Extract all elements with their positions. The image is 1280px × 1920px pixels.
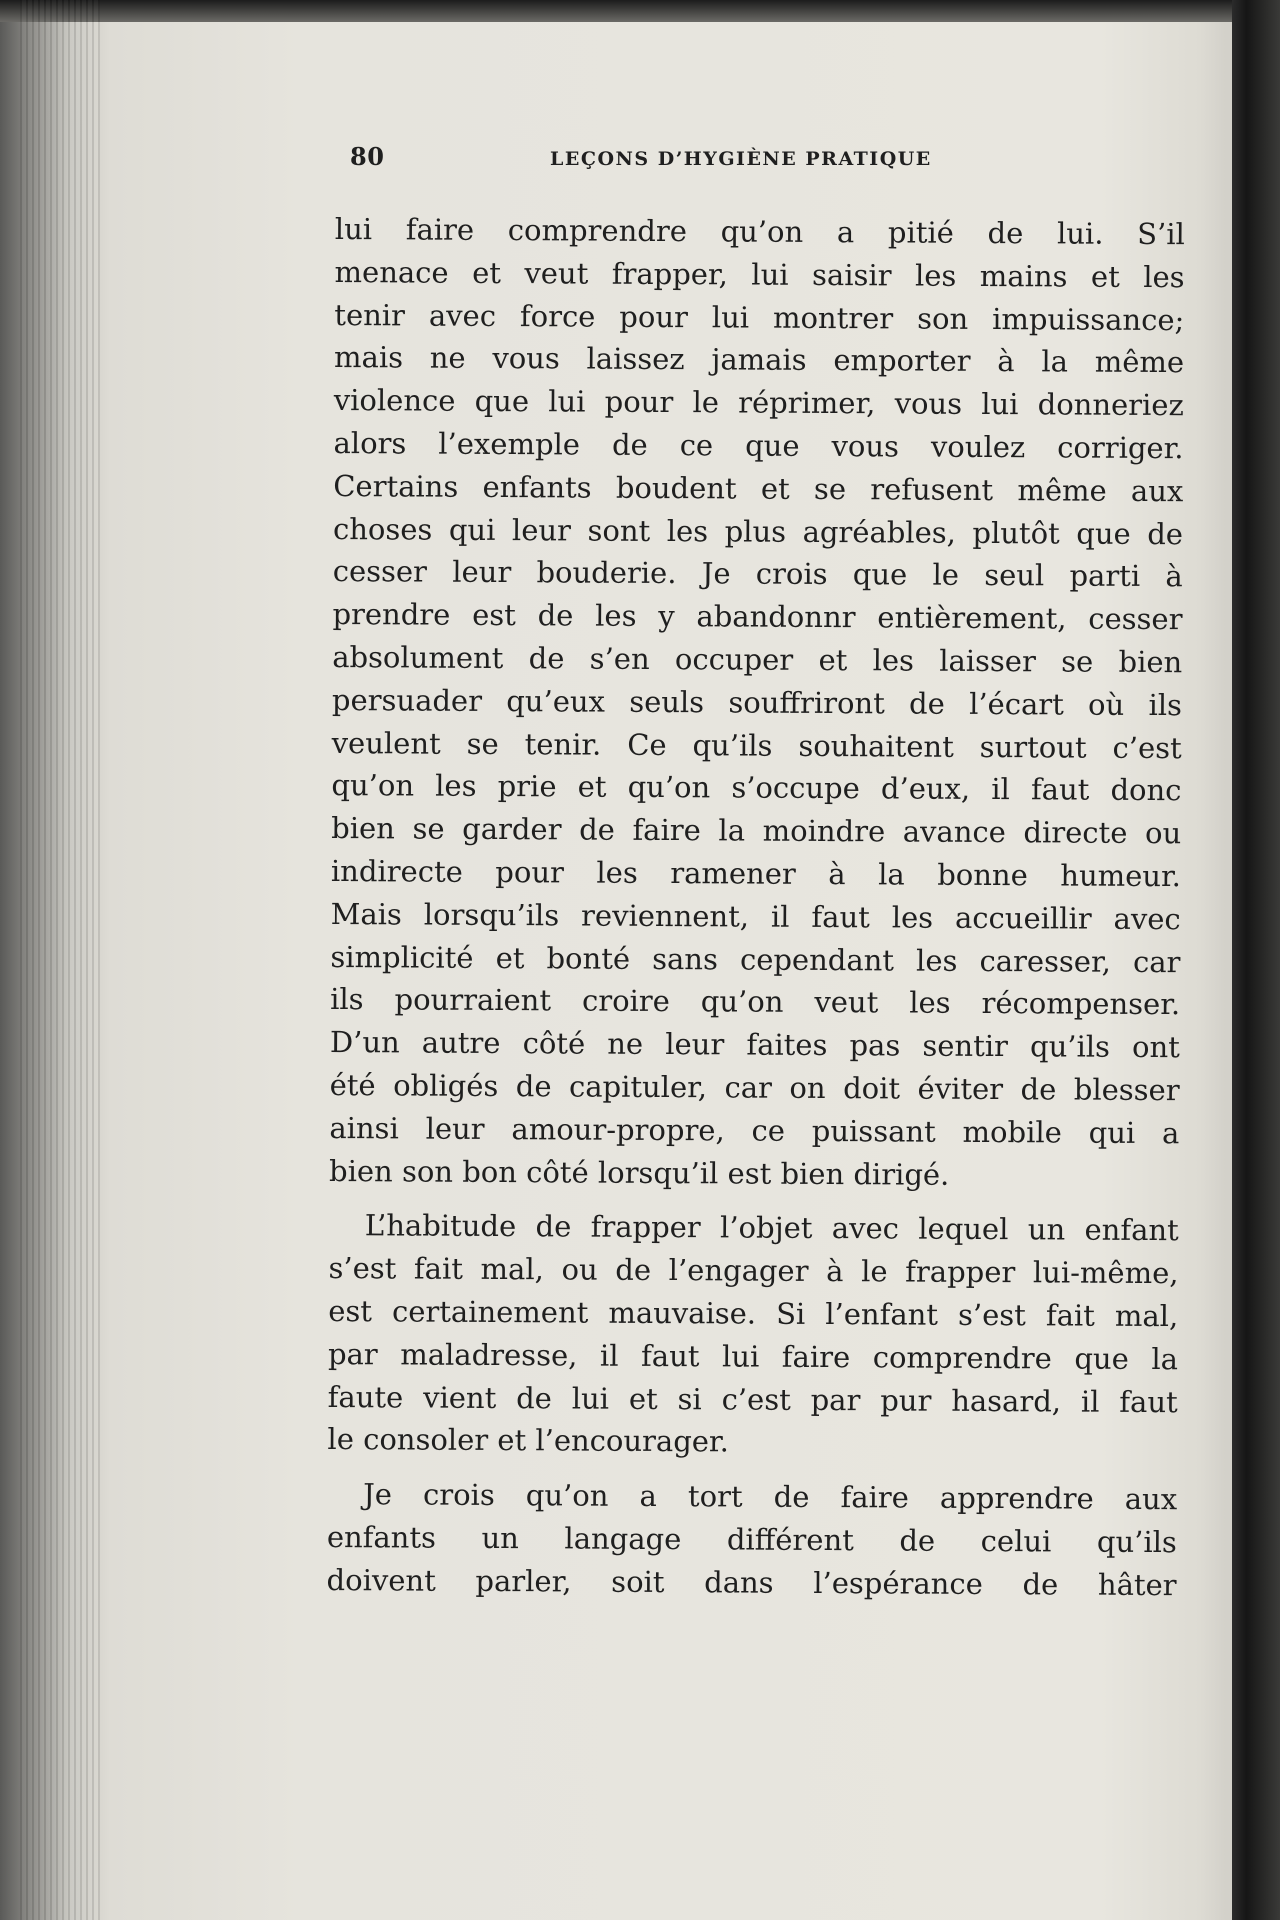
- text-line: mais ne vous laissez jamais emporter à la même: [333, 340, 1185, 380]
- text-line: simplicité et bonté sans cependant les caresser, car: [330, 939, 1181, 979]
- text-line: menace et veut frapper, lui saisir les mains et les: [334, 254, 1185, 294]
- body-text: [326, 208, 1185, 1619]
- text-line: Certains enfants boudent et se refusent même aux: [333, 468, 1184, 508]
- text-line: qu’on les prie et qu’on s’occupe d’eux, il faut donc: [331, 768, 1182, 808]
- text-line: est certainement mauvaise. Si l’enfant s’est fait mal,: [328, 1293, 1179, 1334]
- text-line: doivent parler, soit dans l’espérance de hâter: [326, 1562, 1177, 1602]
- text-line: persuader qu’eux seuls souffriront de l’écart où ils: [331, 682, 1183, 722]
- text-line: le consoler et l’encourager.: [327, 1422, 729, 1459]
- paragraph-3: [326, 1473, 1177, 1607]
- paragraph-1: [329, 208, 1185, 1198]
- text-line: enfants un langage différent de celui qu’ils: [326, 1519, 1177, 1560]
- text-line: absolument de s’en occuper et les laisser se bien: [332, 639, 1183, 680]
- text-line: violence que lui pour le réprimer, vous lui donneriez: [333, 383, 1184, 423]
- page-number: 80: [350, 142, 385, 171]
- page-edges: [20, 0, 100, 1920]
- text-line: veulent se tenir. Ce qu’ils souhaitent surtout c’est: [331, 725, 1182, 765]
- text-line: été obligés de capituler, car on doit éviter de blesser: [329, 1067, 1180, 1108]
- text-line: choses qui leur sont les plus agréables, plutôt que de: [332, 511, 1184, 551]
- text-line: tenir avec force pour lui montrer son impuissance;: [334, 297, 1185, 337]
- text-line: D’un autre côté ne leur faites pas sentir qu’ils ont: [329, 1025, 1180, 1065]
- text-line: ainsi leur amour-propre, ce puissant mobile qui a: [329, 1110, 1180, 1150]
- running-title: LEÇONS D’HYGIÈNE PRATIQUE: [550, 148, 932, 170]
- text-line: s’est fait mal, ou de l’engager à le frapper lui-même,: [328, 1251, 1179, 1291]
- text-line: Mais lorsqu’ils reviennent, il faut les accueillir avec: [330, 896, 1181, 936]
- text-line: par maladresse, il faut lui faire comprendre que la: [327, 1336, 1179, 1376]
- text-line: alors l’exemple de ce que vous voulez corriger.: [333, 425, 1184, 466]
- book-binding: [1232, 0, 1280, 1920]
- paragraph-2: [327, 1204, 1179, 1466]
- text-line: ils pourraient croire qu’on veut les récompenser.: [330, 982, 1181, 1022]
- text-line: faute vient de lui et si c’est par pur hasard, il faut: [327, 1379, 1178, 1419]
- page-header: [350, 142, 1070, 182]
- text-line: indirecte pour les ramener à la bonne humeur.: [330, 853, 1182, 894]
- text-line: lui faire comprendre qu’on a pitié de lui. S’il: [334, 211, 1185, 252]
- text-line: bien son bon côté lorsqu’il est bien dirigé.: [329, 1153, 950, 1192]
- text-line: L’habitude de frapper l’objet avec lequel un enfant: [364, 1208, 1179, 1248]
- text-line: Je crois qu’on a tort de faire apprendre aux: [363, 1477, 1178, 1517]
- text-line: bien se garder de faire la moindre avance directe ou: [331, 811, 1182, 851]
- book-top-edge: [0, 0, 1280, 22]
- text-line: prendre est de les y abandonnr entièrement, cesser: [332, 597, 1183, 637]
- book-page: [100, 30, 1230, 1900]
- text-line: cesser leur bouderie. Je crois que le seul parti à: [332, 554, 1183, 594]
